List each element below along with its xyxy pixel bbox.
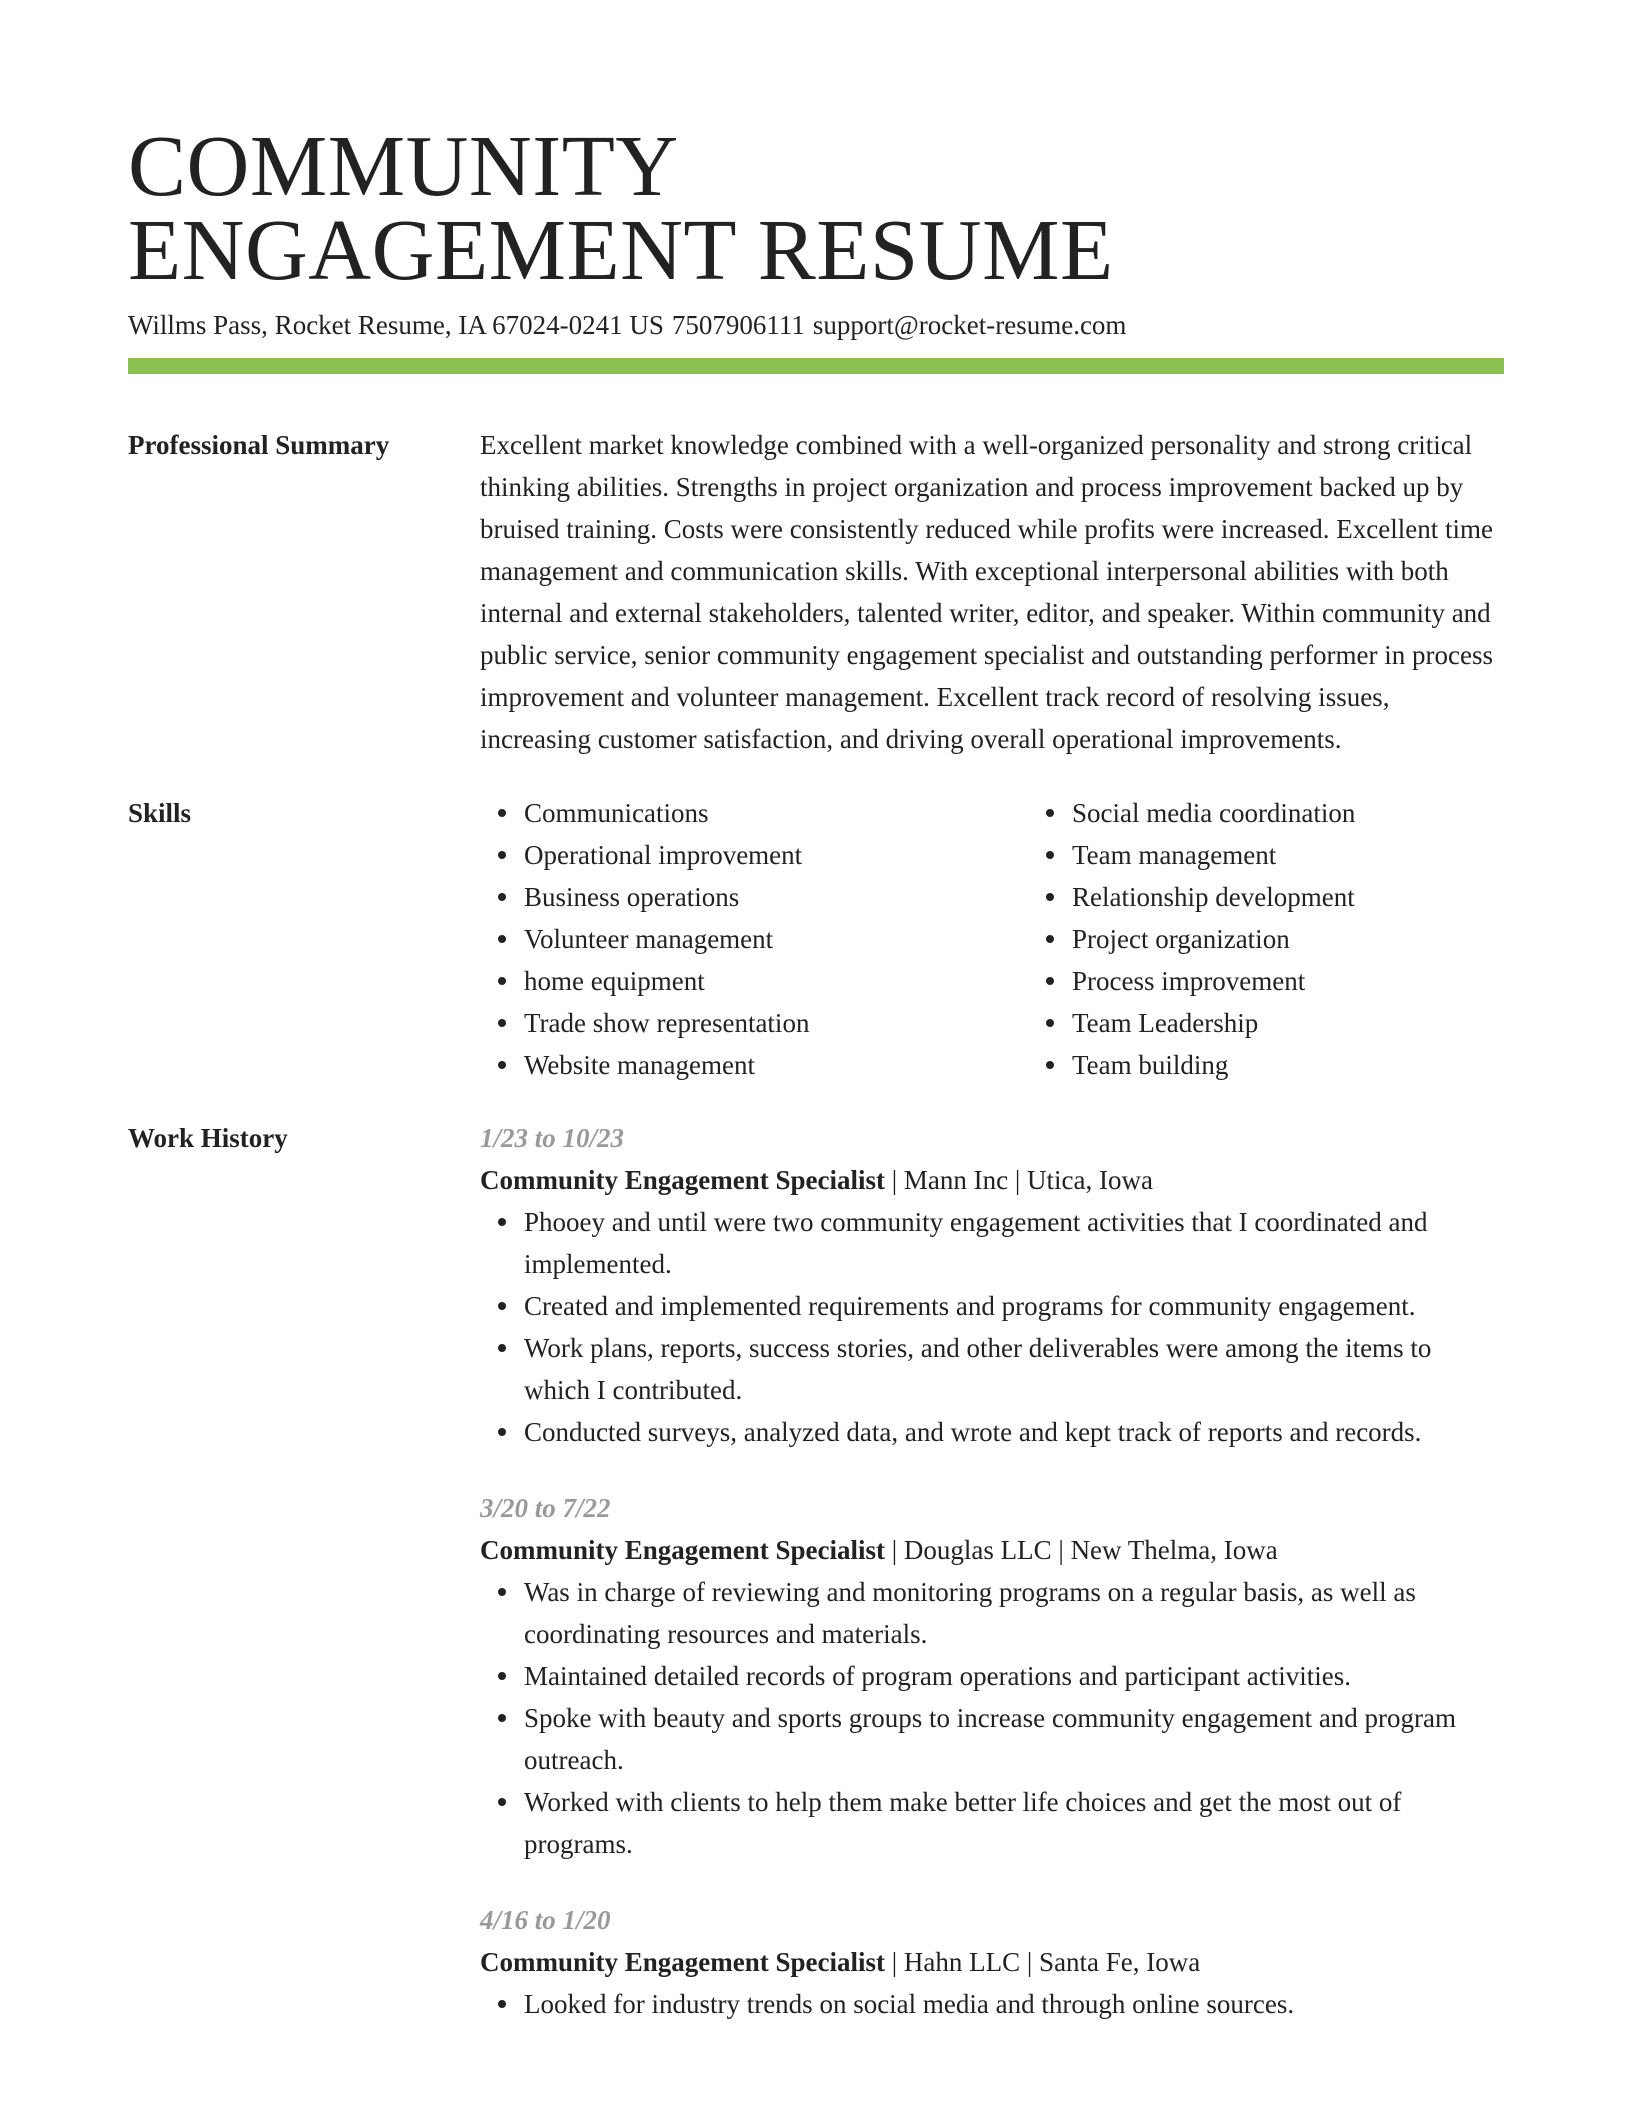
resume-title-line2: ENGAGEMENT RESUME: [128, 201, 1114, 298]
job-bullet: Spoke with beauty and sports groups to increase community engagement and program outreach.: [524, 1697, 1504, 1781]
skill-item: Volunteer management: [524, 918, 1028, 960]
skills-section: [128, 792, 1504, 1086]
header-divider: [128, 358, 1504, 374]
job-bullets: [480, 1983, 1504, 2025]
summary-label: Professional Summary: [128, 430, 390, 460]
job-entry: [480, 1487, 1504, 1865]
work-history-section: [128, 1117, 1504, 2025]
job-bullets: [480, 1571, 1504, 1865]
job-dates: 4/16 to 1/20: [480, 1905, 611, 1935]
work-history-label: Work History: [128, 1123, 288, 1153]
job-separator: |: [891, 1947, 898, 1977]
job-company: Hahn LLC: [903, 1947, 1021, 1977]
contact-phone: 7507906111: [671, 310, 805, 340]
summary-section: [128, 424, 1504, 760]
skill-item: Process improvement: [1072, 960, 1355, 1002]
job-bullet: Looked for industry trends on social media and through online sources.: [524, 1983, 1504, 2025]
skill-item: Business operations: [524, 876, 1028, 918]
job-bullets: [480, 1201, 1504, 1453]
job-location: Utica, Iowa: [1027, 1165, 1153, 1195]
resume-page: [128, 117, 1504, 2025]
skill-item: Team building: [1072, 1044, 1355, 1086]
job-separator: |: [1014, 1165, 1021, 1195]
job-entry: [480, 1899, 1504, 2025]
skills-list-left: [480, 792, 1028, 1086]
resume-title: [128, 117, 1504, 298]
job-bullet: Conducted surveys, analyzed data, and wrote and kept track of reports and records.: [524, 1411, 1504, 1453]
job-bullet: Work plans, reports, success stories, and other deliverables were among the items to which I contributed.: [524, 1327, 1504, 1411]
job-heading: [480, 1159, 1504, 1201]
skill-item: Website management: [524, 1044, 1028, 1086]
summary-text: Excellent market knowledge combined with a well-organized personality and strong critical thinking abilities. Strengths in project organization and process improvement backed up by bruised training. Costs were consistently reduced while profits were increased. Excellent time management and communication skills. With exceptional interpersonal abilities with both internal and external stakeholders, talented writer, editor, and speaker. Within community and public service, senior community engagement specialist and outstanding performer in process improvement and volunteer management. Excellent track record of resolving issues, increasing customer satisfaction, and driving overall operational improvements.: [480, 430, 1493, 754]
skill-item: Communications: [524, 792, 1028, 834]
skill-item: Project organization: [1072, 918, 1355, 960]
skill-item: Relationship development: [1072, 876, 1355, 918]
job-title: Community Engagement Specialist: [480, 1165, 885, 1195]
skill-item: Operational improvement: [524, 834, 1028, 876]
job-separator: |: [891, 1165, 898, 1195]
job-heading: [480, 1529, 1504, 1571]
contact-email: support@rocket-resume.com: [812, 310, 1127, 340]
job-location: New Thelma, Iowa: [1070, 1535, 1278, 1565]
job-title: Community Engagement Specialist: [480, 1947, 885, 1977]
job-dates: 1/23 to 10/23: [480, 1123, 625, 1153]
skill-item: Team management: [1072, 834, 1355, 876]
contact-address: Willms Pass, Rocket Resume, IA 67024-0241 US: [128, 310, 664, 340]
skills-list-right: [1028, 792, 1355, 1086]
job-separator: |: [1026, 1947, 1033, 1977]
job-separator: |: [1058, 1535, 1064, 1565]
job-location: Santa Fe, Iowa: [1039, 1947, 1201, 1977]
job-separator: |: [891, 1535, 898, 1565]
job-company: Mann Inc: [903, 1165, 1009, 1195]
job-bullet: Maintained detailed records of program operations and participant activities.: [524, 1655, 1504, 1697]
job-bullet: Phooey and until were two community engagement activities that I coordinated and implemented.: [524, 1201, 1504, 1285]
job-bullet: Created and implemented requirements and programs for community engagement.: [524, 1285, 1504, 1327]
job-company: Douglas LLC: [903, 1535, 1052, 1565]
job-heading: [480, 1941, 1504, 1983]
job-bullet: Was in charge of reviewing and monitoring programs on a regular basis, as well as coordinating resources and materials.: [524, 1571, 1504, 1655]
skill-item: home equipment: [524, 960, 1028, 1002]
job-entry: [480, 1117, 1504, 1453]
contact-line: [128, 309, 1504, 341]
skill-item: Trade show representation: [524, 1002, 1028, 1044]
skills-label: Skills: [128, 798, 192, 828]
job-bullet: Worked with clients to help them make better life choices and get the most out of programs.: [524, 1781, 1504, 1865]
skill-item: Social media coordination: [1072, 792, 1355, 834]
job-title: Community Engagement Specialist: [480, 1535, 885, 1565]
resume-title-line1: COMMUNITY: [128, 117, 679, 214]
job-dates: 3/20 to 7/22: [480, 1493, 611, 1523]
skill-item: Team Leadership: [1072, 1002, 1355, 1044]
